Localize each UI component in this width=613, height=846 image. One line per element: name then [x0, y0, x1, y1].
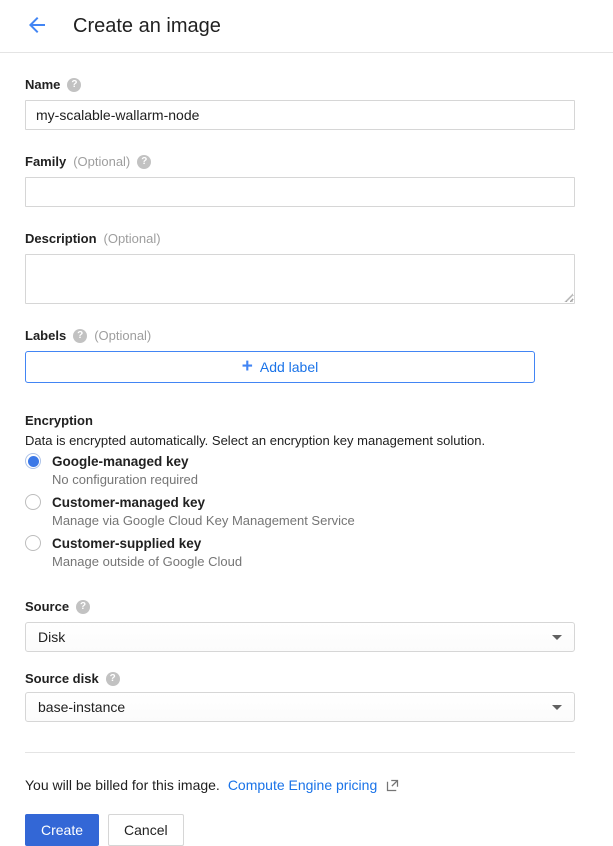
source-label: Source [25, 599, 70, 614]
family-label-row [25, 154, 575, 169]
action-buttons [25, 814, 575, 846]
description-textarea[interactable] [25, 254, 575, 304]
page-title: Create an image [73, 14, 221, 37]
page-header [0, 0, 613, 53]
add-label-button[interactable] [25, 351, 535, 383]
encryption-heading: Encryption [25, 413, 93, 428]
encryption-option-google-managed [25, 453, 575, 489]
chevron-down-icon [552, 705, 562, 710]
labels-label-row [25, 328, 575, 343]
billing-text: You will be billed for this image. [25, 777, 220, 793]
family-input[interactable] [25, 177, 575, 207]
radio-label: Customer-managed key [52, 494, 206, 510]
radio-row-customer-managed[interactable] [25, 494, 575, 510]
arrow-left-icon [25, 13, 49, 40]
external-link-icon[interactable] [385, 778, 400, 793]
help-icon[interactable]: ? [76, 600, 90, 614]
add-label-button-text: Add label [259, 359, 319, 375]
description-label-row [25, 231, 575, 246]
billing-note [25, 777, 575, 793]
encryption-description: Data is encrypted automatically. Select an encryption key management solution. [25, 433, 486, 448]
compute-engine-pricing-link[interactable]: Compute Engine pricing [227, 777, 378, 793]
create-button[interactable]: Create [25, 814, 99, 846]
cancel-button[interactable]: Cancel [108, 814, 184, 846]
footer-divider [25, 752, 575, 753]
name-label: Name [25, 77, 61, 92]
radio-button-selected-icon[interactable] [25, 453, 41, 469]
help-icon[interactable]: ? [67, 78, 81, 92]
name-input[interactable] [25, 100, 575, 130]
description-optional-label: (Optional) [103, 231, 161, 246]
back-button[interactable] [25, 14, 49, 38]
radio-button-icon[interactable] [25, 494, 41, 510]
help-icon[interactable]: ? [73, 329, 87, 343]
plus-icon: + [241, 355, 253, 377]
radio-row-google-managed[interactable] [25, 453, 575, 469]
family-label: Family [25, 154, 67, 169]
source-select-value: Disk [38, 629, 66, 645]
source-label-row [25, 599, 575, 614]
help-icon[interactable]: ? [137, 155, 151, 169]
encryption-option-customer-managed [25, 494, 575, 530]
radio-label: Customer-supplied key [52, 535, 202, 551]
radio-row-customer-supplied[interactable] [25, 535, 575, 551]
source-select[interactable] [25, 622, 575, 652]
radio-sublabel: Manage outside of Google Cloud [52, 554, 243, 569]
radio-button-icon[interactable] [25, 535, 41, 551]
description-label: Description [25, 231, 97, 246]
form-content [0, 77, 613, 846]
labels-label: Labels [25, 328, 67, 343]
labels-optional-label: (Optional) [94, 328, 152, 343]
name-label-row [25, 77, 575, 92]
family-optional-label: (Optional) [73, 154, 131, 169]
encryption-option-customer-supplied [25, 535, 575, 571]
radio-label: Google-managed key [52, 453, 189, 469]
radio-sublabel: Manage via Google Cloud Key Management Service [52, 513, 355, 528]
source-disk-select[interactable] [25, 692, 575, 722]
radio-sublabel: No configuration required [52, 472, 198, 487]
chevron-down-icon [552, 635, 562, 640]
source-disk-label: Source disk [25, 671, 99, 686]
description-textarea-wrap [25, 254, 575, 304]
help-icon[interactable]: ? [106, 672, 120, 686]
source-disk-select-value: base-instance [38, 699, 126, 715]
source-disk-label-row [25, 671, 575, 686]
